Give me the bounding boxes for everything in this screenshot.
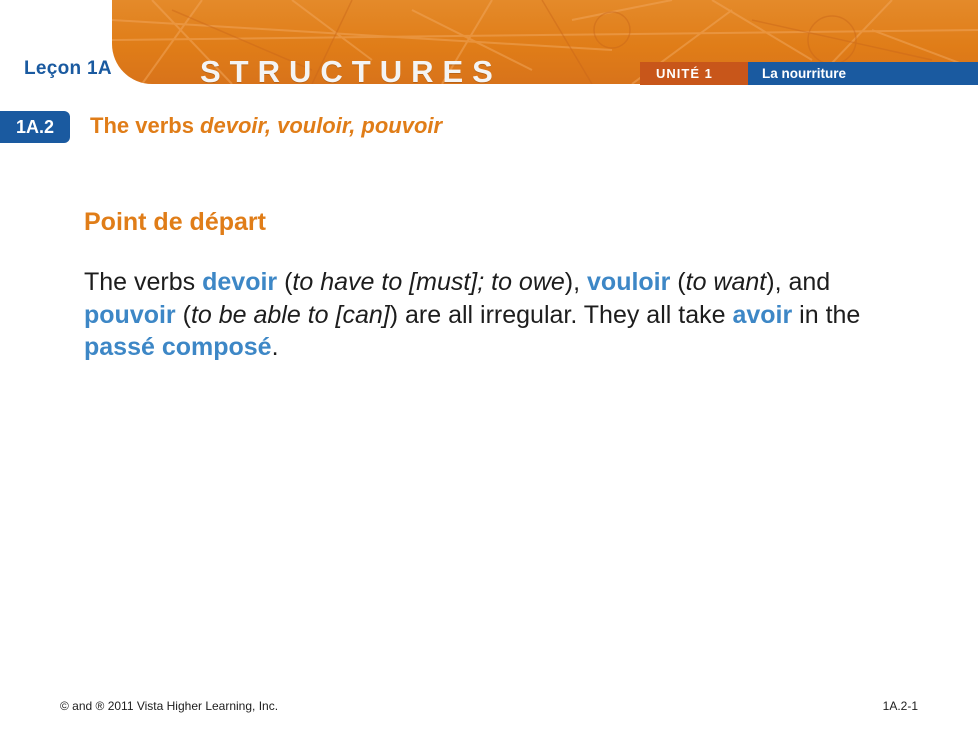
text-span: ) are all irregular. They all take [389, 300, 733, 329]
section-header-title: STRUCTURES [200, 54, 502, 89]
text-span: ( [670, 268, 686, 296]
term-devoir: devoir [202, 268, 278, 296]
text-span: ), [564, 268, 588, 296]
text-span: in the [792, 300, 861, 329]
section-title-verbs: devoir, vouloir, pouvoir [200, 113, 443, 138]
section-title [90, 113, 442, 139]
text-span: ( [175, 300, 191, 329]
text-span: ( [277, 268, 293, 296]
term-pouvoir: pouvoir [84, 300, 176, 329]
text-span: ), and [766, 268, 831, 296]
meaning-vouloir: to want [685, 268, 767, 296]
meaning-pouvoir: to be able to [can] [190, 300, 390, 329]
section-number-badge: 1A.2 [0, 111, 70, 143]
subheading: Point de départ [84, 208, 266, 236]
topic-tab: La nourriture [748, 62, 978, 85]
footer-copyright: © and ® 2011 Vista Higher Learning, Inc. [60, 699, 279, 713]
footer-page-number: 1A.2-1 [882, 699, 918, 713]
body-paragraph [84, 266, 874, 364]
unit-tab: UNITÉ 1 [640, 62, 748, 85]
text-span: . [271, 333, 279, 361]
term-passe-compose: passé composé [84, 333, 272, 361]
meaning-devoir: to have to [must]; to owe [292, 268, 565, 296]
section-title-prefix: The verbs [90, 113, 201, 138]
text-span: The verbs [84, 268, 203, 296]
term-avoir: avoir [732, 300, 793, 329]
term-vouloir: vouloir [587, 268, 671, 296]
lesson-label: Leçon 1A [24, 58, 112, 79]
